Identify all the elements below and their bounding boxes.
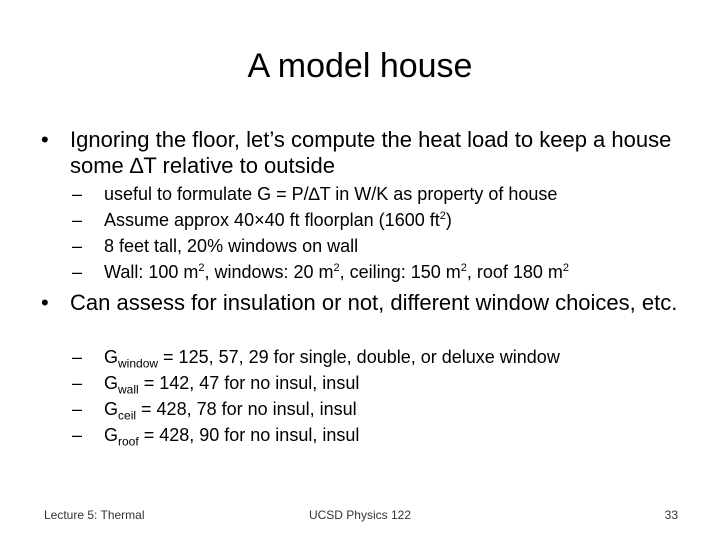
sub-item (72, 181, 692, 207)
sub-item (72, 233, 692, 259)
bullet-text: Can assess for insulation or not, different window choices, etc. (70, 290, 678, 315)
subscript: window (118, 356, 159, 371)
slide-title: A model house (247, 47, 473, 85)
dash-icon: – (72, 210, 83, 230)
bullet-text: Ignoring the floor, let’s compute the heat load to keep a house some (70, 127, 672, 178)
sub-item (72, 344, 692, 370)
footer-lecture: Lecture 5: Thermal (44, 508, 145, 522)
superscript: 2 (562, 262, 570, 274)
superscript: 2 (439, 210, 446, 222)
slide-number: 33 (664, 508, 678, 522)
sub-item-text: Assume approx 40 (104, 210, 255, 230)
sub-item (72, 259, 692, 285)
sub-item-text: useful to formulate G = P/∆T in W/K as property of house (104, 184, 558, 204)
sub-item-text: = 428, 78 for no insul, insul (136, 399, 357, 419)
sub-item (72, 396, 692, 422)
dash-icon: – (72, 347, 83, 367)
bullet-text-end: T relative to outside (143, 153, 335, 178)
bullet-insulation (41, 290, 700, 316)
sub-list-insulation (72, 344, 692, 448)
sub-item-text: , windows: 20 m (204, 262, 334, 282)
g-symbol: G (104, 425, 119, 445)
sub-item-text: = 125, 57, 29 for single, double, or deluxe window (158, 347, 560, 367)
dash-icon: – (72, 262, 83, 282)
sub-item-text: Wall: 100 m (104, 262, 199, 282)
subscript: wall (118, 382, 139, 397)
dash-icon: – (72, 236, 83, 256)
superscript: 2 (333, 262, 340, 274)
superscript: 2 (460, 262, 467, 274)
sub-item (72, 207, 692, 233)
bullet-heat-load (41, 127, 700, 179)
delta-symbol: ∆ (129, 153, 144, 178)
g-symbol: G (104, 373, 119, 393)
sub-item (72, 422, 692, 448)
dash-icon: – (72, 184, 83, 204)
bullet-dot-icon: • (41, 290, 49, 315)
subscript: ceil (118, 408, 137, 423)
dash-icon: – (72, 425, 83, 445)
g-symbol: G (104, 347, 119, 367)
sub-item-text: 8 feet tall, 20% windows on wall (104, 236, 359, 256)
sub-item-text: = 428, 90 for no insul, insul (138, 425, 360, 445)
times-symbol: × (254, 210, 265, 230)
g-symbol: G (104, 399, 119, 419)
dash-icon: – (72, 399, 83, 419)
sub-item-text: = 142, 47 for no insul, insul (138, 373, 360, 393)
sub-item (72, 370, 692, 396)
superscript: 2 (198, 262, 205, 274)
sub-item-text: 40 ft floorplan (1600 ft (264, 210, 440, 230)
bullet-dot-icon: • (41, 127, 49, 152)
sub-item-text: ) (445, 210, 452, 230)
footer-course: UCSD Physics 122 (308, 508, 412, 522)
dash-icon: – (72, 373, 83, 393)
sub-item-text: , ceiling: 150 m (339, 262, 461, 282)
subscript: roof (118, 434, 139, 449)
sub-list-heat-load (72, 181, 692, 285)
sub-item-text: , roof 180 m (466, 262, 563, 282)
